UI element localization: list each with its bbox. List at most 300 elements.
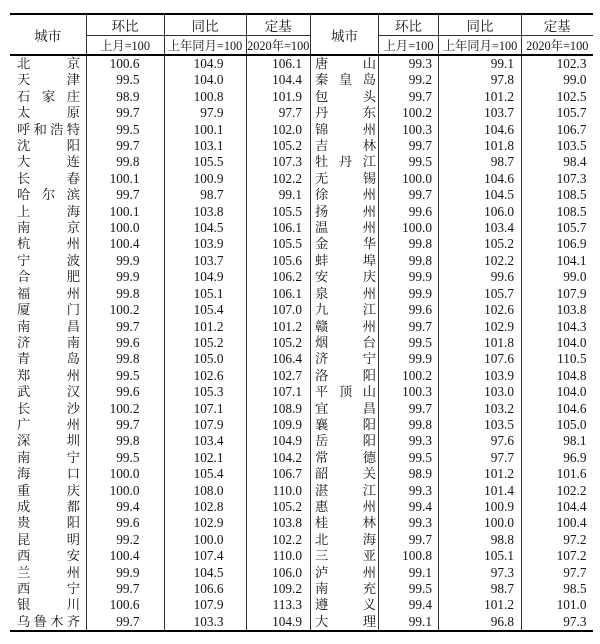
table-row — [10, 187, 310, 203]
table-row — [10, 55, 310, 72]
city-cell — [311, 401, 379, 417]
index-value-cell: 104.5 — [164, 565, 246, 581]
column-subheader-yoy: 上年同月=100 — [164, 36, 246, 56]
city-name: 北京 — [17, 56, 80, 71]
index-value-cell: 101.0 — [522, 597, 593, 613]
index-value-cell: 103.9 — [164, 236, 246, 252]
table-row — [311, 220, 593, 236]
table-row — [10, 466, 310, 482]
index-value-cell: 103.8 — [246, 515, 310, 531]
city-cell — [311, 269, 379, 285]
index-value-cell: 99.6 — [379, 204, 439, 220]
city-cell — [10, 450, 86, 466]
table-row — [10, 286, 310, 302]
city-name: 常德 — [315, 449, 376, 465]
column-subheader-base: 2020年=100 — [522, 36, 593, 56]
index-value-cell: 104.6 — [439, 171, 522, 187]
index-value-cell: 100.4 — [522, 515, 593, 531]
table-row — [311, 466, 593, 482]
index-value-cell: 106.6 — [164, 581, 246, 597]
index-value-cell: 99.7 — [379, 401, 439, 417]
table-row — [10, 368, 310, 384]
city-name: 天津 — [17, 72, 80, 88]
index-value-cell: 100.1 — [86, 204, 164, 220]
index-value-cell: 99.5 — [86, 72, 164, 88]
city-cell — [311, 614, 379, 631]
city-name: 合肥 — [17, 269, 80, 285]
index-value-cell: 99.2 — [379, 72, 439, 88]
city-cell — [311, 417, 379, 433]
city-name: 昆明 — [17, 531, 80, 547]
index-value-cell: 104.8 — [522, 368, 593, 384]
index-value-cell: 105.7 — [439, 286, 522, 302]
index-value-cell: 104.5 — [439, 187, 522, 203]
index-value-cell: 99.5 — [86, 368, 164, 384]
city-cell — [10, 483, 86, 499]
index-value-cell: 107.2 — [522, 548, 593, 564]
index-value-cell: 103.5 — [522, 138, 593, 154]
index-value-cell: 99.5 — [379, 335, 439, 351]
city-name: 丹东 — [315, 105, 376, 121]
index-value-cell: 99.1 — [246, 187, 310, 203]
table-header — [10, 14, 310, 55]
table-row — [311, 515, 593, 531]
index-value-cell: 97.3 — [439, 565, 522, 581]
index-value-cell: 96.9 — [522, 450, 593, 466]
city-name: 大理 — [315, 613, 376, 629]
table-row — [311, 499, 593, 515]
city-cell — [311, 466, 379, 482]
table-row — [311, 105, 593, 121]
city-cell — [10, 581, 86, 597]
index-value-cell: 100.2 — [86, 302, 164, 318]
city-cell — [311, 89, 379, 105]
index-value-cell: 113.3 — [246, 597, 310, 613]
index-value-cell: 99.7 — [86, 417, 164, 433]
city-name: 惠州 — [315, 498, 376, 514]
table-row — [10, 433, 310, 449]
index-value-cell: 106.1 — [246, 220, 310, 236]
table-row — [311, 286, 593, 302]
index-value-cell: 100.9 — [164, 171, 246, 187]
table-body-left — [10, 55, 310, 631]
index-value-cell: 107.3 — [522, 171, 593, 187]
index-value-cell: 97.3 — [522, 614, 593, 631]
city-name: 沈阳 — [17, 138, 80, 154]
index-value-cell: 100.3 — [379, 384, 439, 400]
index-value-cell: 97.6 — [439, 433, 522, 449]
index-value-cell: 104.0 — [522, 384, 593, 400]
table-row — [311, 581, 593, 597]
index-value-cell: 106.9 — [522, 236, 593, 252]
city-name: 温州 — [315, 220, 376, 236]
table-row — [10, 548, 310, 564]
city-name: 济南 — [17, 334, 80, 350]
city-name: 徐州 — [315, 187, 376, 203]
index-value-cell: 100.0 — [379, 220, 439, 236]
index-value-cell: 98.4 — [522, 154, 593, 170]
index-value-cell: 107.6 — [439, 351, 522, 367]
index-value-cell: 103.2 — [439, 401, 522, 417]
city-cell — [311, 236, 379, 252]
city-name: 南昌 — [17, 318, 80, 334]
city-cell — [311, 433, 379, 449]
index-value-cell: 99.8 — [86, 154, 164, 170]
city-cell — [10, 335, 86, 351]
index-value-cell: 99.0 — [522, 269, 593, 285]
city-cell — [10, 122, 86, 138]
city-cell — [311, 319, 379, 335]
index-value-cell: 109.9 — [246, 417, 310, 433]
table-row — [10, 105, 310, 121]
table-row — [10, 401, 310, 417]
city-name: 贵阳 — [17, 515, 80, 531]
index-value-cell: 105.0 — [164, 351, 246, 367]
table-row — [10, 122, 310, 138]
table-row — [311, 253, 593, 269]
index-value-cell: 105.5 — [246, 204, 310, 220]
index-value-cell: 106.2 — [246, 269, 310, 285]
city-cell — [10, 72, 86, 88]
index-value-cell: 99.7 — [379, 532, 439, 548]
table-row — [311, 302, 593, 318]
table-row — [311, 351, 593, 367]
table-row — [10, 253, 310, 269]
table-row — [311, 55, 593, 72]
city-name: 蚌埠 — [315, 252, 376, 268]
index-value-cell: 105.5 — [164, 154, 246, 170]
index-value-cell: 104.0 — [522, 335, 593, 351]
index-value-cell: 100.6 — [86, 55, 164, 72]
index-value-cell: 107.9 — [164, 597, 246, 613]
table-row — [10, 335, 310, 351]
index-value-cell: 105.3 — [164, 384, 246, 400]
city-cell — [311, 220, 379, 236]
table-row — [311, 89, 593, 105]
city-name: 唐山 — [315, 56, 376, 71]
city-cell — [10, 171, 86, 187]
table-row — [311, 187, 593, 203]
city-cell — [311, 154, 379, 170]
index-value-cell: 99.7 — [86, 319, 164, 335]
city-name: 西宁 — [17, 581, 80, 596]
column-header-mom: 环比 — [379, 14, 439, 36]
index-value-cell: 100.1 — [86, 171, 164, 187]
index-value-cell: 98.5 — [522, 581, 593, 597]
index-value-cell: 102.1 — [164, 450, 246, 466]
table-row — [10, 319, 310, 335]
column-subheader-mom: 上月=100 — [86, 36, 164, 56]
index-value-cell: 99.5 — [379, 581, 439, 597]
index-value-cell: 101.2 — [164, 319, 246, 335]
index-value-cell: 102.2 — [522, 483, 593, 499]
city-name: 长春 — [17, 170, 80, 186]
city-name: 南充 — [315, 581, 376, 596]
city-cell — [311, 368, 379, 384]
column-header-yoy: 同比 — [164, 14, 246, 36]
city-cell — [10, 597, 86, 613]
column-subheader-base: 2020年=100 — [246, 36, 310, 56]
index-value-cell: 99.7 — [86, 105, 164, 121]
index-value-cell: 106.0 — [439, 204, 522, 220]
index-value-cell: 99.7 — [379, 319, 439, 335]
city-name: 牡丹江 — [315, 154, 376, 170]
index-value-cell: 99.5 — [86, 450, 164, 466]
city-cell — [10, 515, 86, 531]
city-cell — [311, 351, 379, 367]
city-cell — [10, 319, 86, 335]
index-value-cell: 103.8 — [522, 302, 593, 318]
city-name: 石家庄 — [17, 88, 80, 104]
index-value-cell: 107.3 — [246, 154, 310, 170]
index-value-cell: 106.7 — [522, 122, 593, 138]
table-row — [10, 204, 310, 220]
index-value-cell: 103.0 — [439, 384, 522, 400]
city-name: 哈尔滨 — [17, 187, 80, 203]
city-cell — [10, 614, 86, 631]
city-cell — [311, 122, 379, 138]
index-value-cell: 99.9 — [379, 351, 439, 367]
table-row — [10, 72, 310, 88]
city-name: 金华 — [315, 236, 376, 252]
index-value-cell: 107.1 — [246, 384, 310, 400]
city-cell — [10, 401, 86, 417]
index-value-cell: 99.6 — [379, 302, 439, 318]
table-row — [311, 154, 593, 170]
table-row — [311, 433, 593, 449]
city-cell — [311, 532, 379, 548]
table-row — [10, 499, 310, 515]
index-value-cell: 105.4 — [164, 466, 246, 482]
table-row — [311, 417, 593, 433]
index-value-cell: 107.4 — [164, 548, 246, 564]
index-value-cell: 97.9 — [164, 105, 246, 121]
city-cell — [311, 302, 379, 318]
table-row — [311, 138, 593, 154]
city-name: 秦皇岛 — [315, 72, 376, 88]
city-cell — [10, 433, 86, 449]
index-value-cell: 97.7 — [522, 565, 593, 581]
city-name: 深圳 — [17, 433, 80, 449]
city-cell — [10, 204, 86, 220]
index-value-cell: 101.2 — [439, 597, 522, 613]
index-value-cell: 99.8 — [379, 417, 439, 433]
city-cell — [311, 105, 379, 121]
index-value-cell: 102.6 — [164, 368, 246, 384]
price-index-table-left — [10, 13, 310, 632]
index-value-cell: 102.2 — [246, 171, 310, 187]
index-value-cell: 99.6 — [86, 384, 164, 400]
table-row — [311, 368, 593, 384]
city-cell — [311, 565, 379, 581]
table-row — [10, 138, 310, 154]
city-name: 襄阳 — [315, 416, 376, 432]
index-value-cell: 105.1 — [439, 548, 522, 564]
index-value-cell: 100.1 — [164, 122, 246, 138]
city-name: 西安 — [17, 548, 80, 564]
index-value-cell: 104.0 — [164, 72, 246, 88]
index-value-cell: 102.2 — [439, 253, 522, 269]
city-cell — [10, 351, 86, 367]
index-value-cell: 106.1 — [246, 286, 310, 302]
table-row — [311, 335, 593, 351]
index-value-cell: 99.9 — [86, 253, 164, 269]
index-value-cell: 105.2 — [246, 138, 310, 154]
index-value-cell: 104.4 — [246, 72, 310, 88]
price-index-table-right — [310, 13, 593, 632]
city-cell — [10, 220, 86, 236]
city-name: 遵义 — [315, 597, 376, 613]
index-value-cell: 104.4 — [522, 499, 593, 515]
index-value-cell: 105.2 — [439, 236, 522, 252]
city-name: 平顶山 — [315, 384, 376, 400]
index-value-cell: 99.8 — [379, 236, 439, 252]
table-body-right — [311, 55, 593, 631]
index-value-cell: 103.4 — [164, 433, 246, 449]
index-value-cell: 106.0 — [246, 565, 310, 581]
index-value-cell: 101.8 — [439, 138, 522, 154]
city-cell — [311, 253, 379, 269]
city-name: 洛阳 — [315, 367, 376, 383]
index-value-cell: 99.7 — [86, 187, 164, 203]
table-row — [311, 171, 593, 187]
index-value-cell: 99.6 — [86, 515, 164, 531]
index-value-cell: 97.8 — [439, 72, 522, 88]
city-cell — [311, 384, 379, 400]
index-value-cell: 106.1 — [246, 55, 310, 72]
table-row — [311, 401, 593, 417]
index-value-cell: 100.0 — [86, 220, 164, 236]
index-value-cell: 99.9 — [86, 269, 164, 285]
index-value-cell: 108.5 — [522, 204, 593, 220]
city-name: 长沙 — [17, 400, 80, 416]
index-value-cell: 99.7 — [379, 187, 439, 203]
city-name: 海口 — [17, 466, 80, 482]
index-value-cell: 102.6 — [439, 302, 522, 318]
city-cell — [10, 532, 86, 548]
city-name: 大连 — [17, 154, 80, 170]
table-row — [311, 548, 593, 564]
table-row — [10, 269, 310, 285]
city-cell — [311, 204, 379, 220]
city-name: 南宁 — [17, 449, 80, 465]
index-value-cell: 99.7 — [86, 138, 164, 154]
city-name: 广州 — [17, 416, 80, 432]
index-value-cell: 100.0 — [86, 483, 164, 499]
index-value-cell: 100.4 — [86, 548, 164, 564]
index-value-cell: 102.7 — [246, 368, 310, 384]
index-value-cell: 99.9 — [379, 269, 439, 285]
city-name: 岳阳 — [315, 433, 376, 449]
index-value-cell: 99.6 — [439, 269, 522, 285]
city-name: 赣州 — [315, 318, 376, 334]
city-cell — [311, 286, 379, 302]
city-name: 锦州 — [315, 121, 376, 137]
city-cell — [10, 368, 86, 384]
index-value-cell: 108.0 — [164, 483, 246, 499]
city-name: 三亚 — [315, 548, 376, 564]
index-value-cell: 102.0 — [246, 122, 310, 138]
city-cell — [311, 335, 379, 351]
city-name: 福州 — [17, 285, 80, 301]
table-row — [311, 450, 593, 466]
column-subheader-yoy: 上年同月=100 — [439, 36, 522, 56]
index-value-cell: 102.5 — [522, 89, 593, 105]
city-cell — [311, 171, 379, 187]
table-row — [10, 581, 310, 597]
price-index-tables — [10, 13, 600, 632]
index-value-cell: 100.8 — [379, 548, 439, 564]
index-value-cell: 102.2 — [246, 532, 310, 548]
index-value-cell: 98.9 — [379, 466, 439, 482]
index-value-cell: 100.0 — [379, 171, 439, 187]
index-value-cell: 99.9 — [86, 565, 164, 581]
index-value-cell: 107.1 — [164, 401, 246, 417]
city-name: 安庆 — [315, 269, 376, 285]
index-value-cell: 100.3 — [379, 122, 439, 138]
index-value-cell: 98.9 — [86, 89, 164, 105]
city-name: 吉林 — [315, 138, 376, 154]
city-name: 南京 — [17, 220, 80, 236]
index-value-cell: 100.2 — [379, 105, 439, 121]
index-value-cell: 102.9 — [439, 319, 522, 335]
index-value-cell: 103.7 — [439, 105, 522, 121]
index-value-cell: 104.6 — [439, 122, 522, 138]
table-row — [311, 532, 593, 548]
index-value-cell: 108.9 — [246, 401, 310, 417]
index-value-cell: 99.8 — [86, 286, 164, 302]
city-name: 银川 — [17, 597, 80, 613]
index-value-cell: 99.1 — [379, 565, 439, 581]
index-value-cell: 102.3 — [522, 55, 593, 72]
index-value-cell: 101.8 — [439, 335, 522, 351]
table-row — [10, 532, 310, 548]
city-cell — [311, 548, 379, 564]
column-header-base: 定基 — [246, 14, 310, 36]
table-row — [311, 122, 593, 138]
column-header-city: 城市 — [10, 14, 86, 55]
city-cell — [311, 499, 379, 515]
city-name: 杭州 — [17, 236, 80, 252]
index-value-cell: 101.6 — [522, 466, 593, 482]
index-value-cell: 99.0 — [522, 72, 593, 88]
index-value-cell: 96.8 — [439, 614, 522, 631]
index-value-cell: 102.8 — [164, 499, 246, 515]
index-value-cell: 104.6 — [522, 401, 593, 417]
index-value-cell: 98.1 — [522, 433, 593, 449]
table-row — [311, 72, 593, 88]
table-row — [311, 614, 593, 631]
city-name: 烟台 — [315, 334, 376, 350]
city-cell — [10, 89, 86, 105]
index-value-cell: 99.3 — [379, 433, 439, 449]
city-cell — [10, 548, 86, 564]
city-cell — [10, 466, 86, 482]
city-name: 太原 — [17, 105, 80, 121]
index-value-cell: 110.0 — [246, 548, 310, 564]
city-name: 无锡 — [315, 170, 376, 186]
index-value-cell: 103.9 — [439, 368, 522, 384]
city-cell — [10, 565, 86, 581]
table-row — [311, 597, 593, 613]
table-row — [311, 483, 593, 499]
index-value-cell: 105.2 — [246, 335, 310, 351]
city-name: 武汉 — [17, 384, 80, 400]
index-value-cell: 103.7 — [164, 253, 246, 269]
index-value-cell: 101.4 — [439, 483, 522, 499]
city-cell — [10, 253, 86, 269]
index-value-cell: 99.3 — [379, 515, 439, 531]
